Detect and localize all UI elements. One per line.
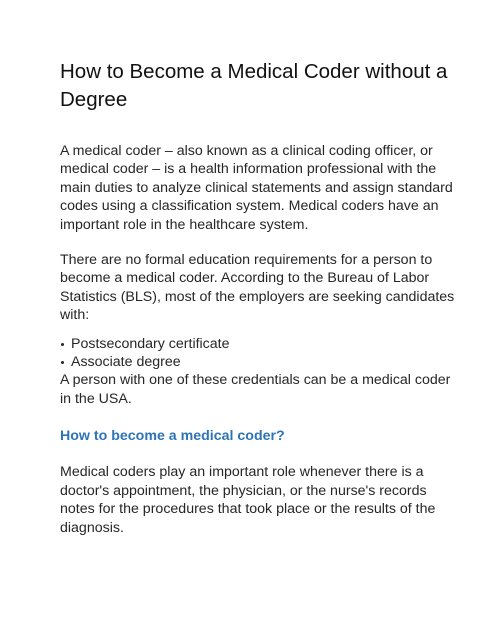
list-item: Postsecondary certificate <box>60 335 460 353</box>
credentials-paragraph: A person with one of these credentials can be a medical coder in the USA. <box>60 372 451 407</box>
credentials-list <box>60 335 460 372</box>
intro-paragraph: A medical coder – also known as a clinical coding officer, or medical coder – is a health information professional with the main duties to analyze clinical statements and assign standard codes using a classification system. Medical coders have an important role in the healthcare system. <box>60 143 453 233</box>
document-page <box>60 58 460 537</box>
list-item: Associate degree <box>60 353 460 371</box>
section-heading: How to become a medical coder? <box>60 428 285 445</box>
role-paragraph: Medical coders play an important role whenever there is a doctor's appointment, the physician, or the nurse's records notes for the procedures that took place or the results of the diagnosis. <box>60 464 436 536</box>
document-title: How to Become a Medical Coder without a Degree <box>60 60 448 111</box>
requirements-paragraph: There are no formal education requirements for a person to become a medical coder. According to the Bureau of Labor Statistics (BLS), most of the employers are seeking candidates with: <box>60 252 455 324</box>
